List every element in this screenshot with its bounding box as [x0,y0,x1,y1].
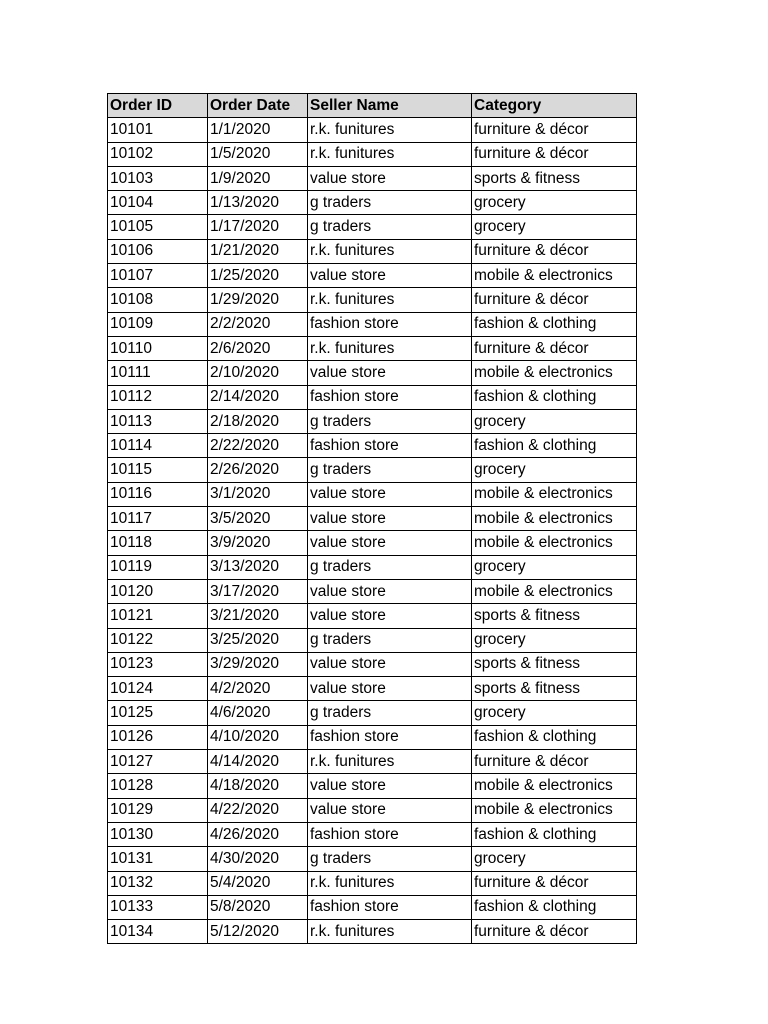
cell-category: fashion & clothing [472,895,637,919]
cell-category: grocery [472,701,637,725]
header-seller-name: Seller Name [308,94,472,118]
table-row [108,604,637,628]
cell-order-id: 10112 [108,385,208,409]
cell-seller-name: g traders [308,701,472,725]
cell-category: mobile & electronics [472,482,637,506]
cell-order-id: 10133 [108,895,208,919]
cell-seller-name: fashion store [308,312,472,336]
cell-order-id: 10121 [108,604,208,628]
table-row [108,336,637,360]
table-row [108,701,637,725]
table-row [108,871,637,895]
cell-order-id: 10130 [108,822,208,846]
cell-seller-name: value store [308,482,472,506]
cell-order-date: 1/21/2020 [208,239,308,263]
table-row [108,531,637,555]
cell-order-id: 10106 [108,239,208,263]
table-row [108,361,637,385]
cell-category: sports & fitness [472,166,637,190]
table-row [108,409,637,433]
table-row [108,750,637,774]
cell-seller-name: g traders [308,555,472,579]
cell-category: furniture & décor [472,920,637,944]
cell-seller-name: value store [308,604,472,628]
cell-order-date: 1/13/2020 [208,191,308,215]
cell-order-id: 10114 [108,434,208,458]
cell-order-id: 10105 [108,215,208,239]
cell-order-date: 4/26/2020 [208,822,308,846]
cell-seller-name: value store [308,774,472,798]
cell-order-id: 10108 [108,288,208,312]
cell-order-date: 2/26/2020 [208,458,308,482]
cell-category: grocery [472,555,637,579]
cell-seller-name: g traders [308,409,472,433]
cell-seller-name: r.k. funitures [308,920,472,944]
cell-seller-name: fashion store [308,895,472,919]
table-row [108,725,637,749]
cell-order-date: 2/6/2020 [208,336,308,360]
cell-category: mobile & electronics [472,579,637,603]
cell-seller-name: g traders [308,458,472,482]
cell-order-id: 10102 [108,142,208,166]
cell-category: sports & fitness [472,604,637,628]
table-row [108,118,637,142]
cell-seller-name: r.k. funitures [308,239,472,263]
cell-order-id: 10120 [108,579,208,603]
table-row [108,652,637,676]
cell-order-date: 3/1/2020 [208,482,308,506]
cell-order-date: 4/10/2020 [208,725,308,749]
cell-order-date: 1/5/2020 [208,142,308,166]
cell-order-id: 10132 [108,871,208,895]
table-row [108,215,637,239]
cell-order-id: 10118 [108,531,208,555]
table-row [108,288,637,312]
cell-order-date: 2/18/2020 [208,409,308,433]
cell-category: sports & fitness [472,677,637,701]
cell-order-date: 2/14/2020 [208,385,308,409]
cell-seller-name: value store [308,361,472,385]
cell-order-date: 3/29/2020 [208,652,308,676]
cell-order-date: 1/25/2020 [208,264,308,288]
cell-order-id: 10115 [108,458,208,482]
cell-seller-name: value store [308,264,472,288]
cell-order-date: 4/30/2020 [208,847,308,871]
cell-order-id: 10124 [108,677,208,701]
cell-category: furniture & décor [472,239,637,263]
cell-order-id: 10131 [108,847,208,871]
cell-category: furniture & décor [472,871,637,895]
cell-category: mobile & electronics [472,798,637,822]
cell-seller-name: value store [308,798,472,822]
cell-order-id: 10134 [108,920,208,944]
table-row [108,264,637,288]
table-row [108,434,637,458]
cell-seller-name: fashion store [308,434,472,458]
table-row [108,555,637,579]
cell-order-id: 10128 [108,774,208,798]
cell-seller-name: fashion store [308,385,472,409]
cell-seller-name: fashion store [308,822,472,846]
table-row [108,142,637,166]
cell-category: furniture & décor [472,336,637,360]
cell-seller-name: r.k. funitures [308,118,472,142]
cell-order-date: 4/2/2020 [208,677,308,701]
cell-category: fashion & clothing [472,822,637,846]
table-row [108,166,637,190]
cell-order-id: 10129 [108,798,208,822]
cell-category: grocery [472,191,637,215]
cell-order-id: 10127 [108,750,208,774]
cell-order-date: 5/12/2020 [208,920,308,944]
cell-order-date: 5/4/2020 [208,871,308,895]
table-row [108,920,637,944]
table-body [108,118,637,944]
cell-order-id: 10101 [108,118,208,142]
cell-order-id: 10107 [108,264,208,288]
cell-category: fashion & clothing [472,385,637,409]
cell-order-id: 10110 [108,336,208,360]
cell-order-id: 10104 [108,191,208,215]
cell-order-id: 10125 [108,701,208,725]
cell-category: grocery [472,628,637,652]
cell-order-date: 3/13/2020 [208,555,308,579]
cell-order-id: 10126 [108,725,208,749]
cell-order-id: 10123 [108,652,208,676]
table-row [108,628,637,652]
cell-seller-name: value store [308,652,472,676]
cell-category: furniture & décor [472,288,637,312]
table-row [108,798,637,822]
cell-category: mobile & electronics [472,507,637,531]
cell-seller-name: g traders [308,215,472,239]
cell-category: fashion & clothing [472,434,637,458]
cell-category: grocery [472,847,637,871]
cell-order-id: 10116 [108,482,208,506]
cell-order-date: 2/2/2020 [208,312,308,336]
cell-order-date: 3/17/2020 [208,579,308,603]
cell-category: grocery [472,409,637,433]
table-row [108,482,637,506]
cell-order-id: 10122 [108,628,208,652]
cell-category: furniture & décor [472,142,637,166]
cell-seller-name: r.k. funitures [308,142,472,166]
cell-seller-name: r.k. funitures [308,750,472,774]
table-row [108,239,637,263]
cell-seller-name: value store [308,507,472,531]
table-row [108,385,637,409]
table-row [108,822,637,846]
header-category: Category [472,94,637,118]
cell-order-date: 3/5/2020 [208,507,308,531]
cell-order-date: 4/6/2020 [208,701,308,725]
cell-seller-name: value store [308,579,472,603]
cell-seller-name: fashion store [308,725,472,749]
orders-table [107,93,637,944]
cell-seller-name: r.k. funitures [308,288,472,312]
table-row [108,774,637,798]
cell-category: sports & fitness [472,652,637,676]
cell-seller-name: r.k. funitures [308,871,472,895]
cell-order-date: 4/14/2020 [208,750,308,774]
cell-order-date: 2/10/2020 [208,361,308,385]
cell-category: mobile & electronics [472,264,637,288]
cell-seller-name: value store [308,677,472,701]
cell-order-id: 10119 [108,555,208,579]
cell-category: fashion & clothing [472,312,637,336]
table-row [108,677,637,701]
cell-seller-name: r.k. funitures [308,336,472,360]
table-row [108,895,637,919]
header-order-date: Order Date [208,94,308,118]
cell-category: mobile & electronics [472,361,637,385]
cell-seller-name: g traders [308,847,472,871]
cell-category: furniture & décor [472,118,637,142]
cell-order-date: 1/29/2020 [208,288,308,312]
cell-seller-name: value store [308,166,472,190]
cell-category: grocery [472,458,637,482]
cell-seller-name: value store [308,531,472,555]
cell-order-date: 1/17/2020 [208,215,308,239]
header-row [108,94,637,118]
table-row [108,312,637,336]
cell-category: grocery [472,215,637,239]
cell-order-id: 10109 [108,312,208,336]
table-row [108,458,637,482]
table-row [108,191,637,215]
cell-category: mobile & electronics [472,774,637,798]
cell-category: furniture & décor [472,750,637,774]
cell-seller-name: g traders [308,628,472,652]
cell-order-id: 10113 [108,409,208,433]
table-row [108,579,637,603]
header-order-id: Order ID [108,94,208,118]
table-row [108,847,637,871]
cell-order-id: 10111 [108,361,208,385]
cell-order-date: 3/25/2020 [208,628,308,652]
cell-order-date: 1/9/2020 [208,166,308,190]
table-row [108,507,637,531]
cell-order-date: 4/18/2020 [208,774,308,798]
cell-order-date: 1/1/2020 [208,118,308,142]
cell-category: fashion & clothing [472,725,637,749]
cell-order-date: 5/8/2020 [208,895,308,919]
cell-order-date: 2/22/2020 [208,434,308,458]
cell-order-date: 3/21/2020 [208,604,308,628]
cell-order-id: 10117 [108,507,208,531]
cell-order-id: 10103 [108,166,208,190]
cell-order-date: 4/22/2020 [208,798,308,822]
cell-category: mobile & electronics [472,531,637,555]
table-header [108,94,637,118]
cell-order-date: 3/9/2020 [208,531,308,555]
cell-seller-name: g traders [308,191,472,215]
